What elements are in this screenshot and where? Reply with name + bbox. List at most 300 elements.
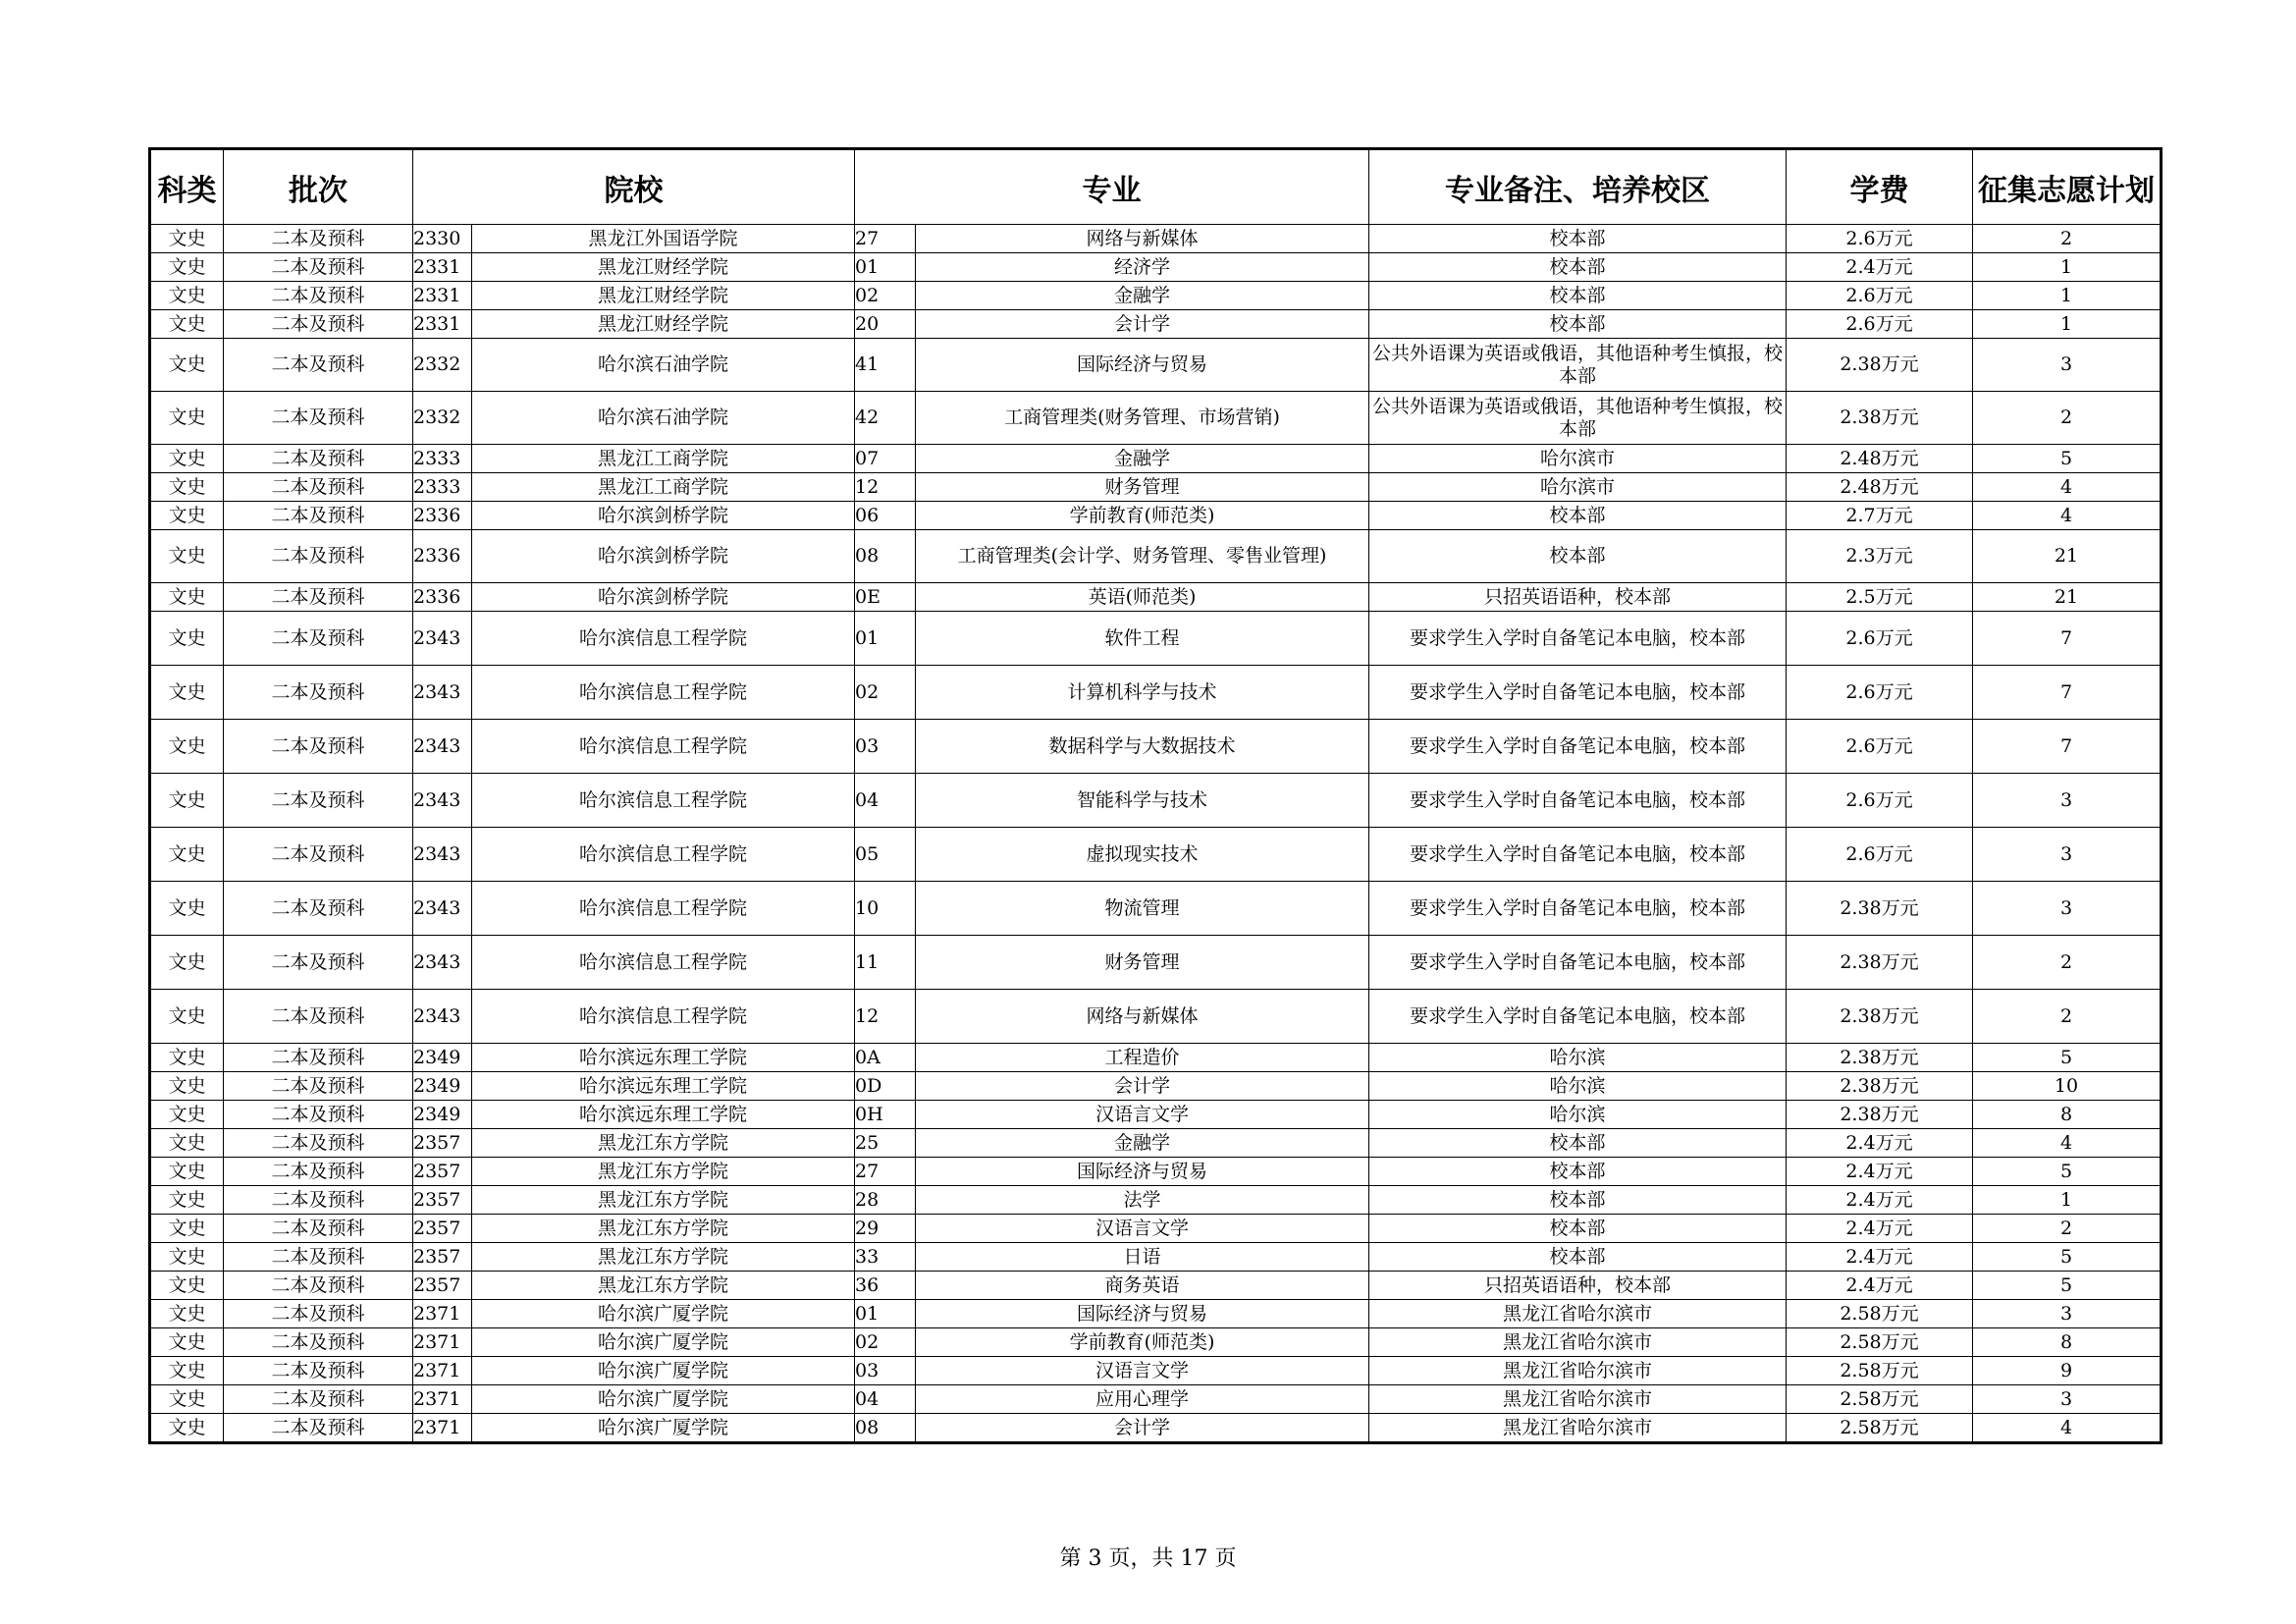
school-code-cell: 2371 [413,1357,472,1385]
remarks-cell: 要求学生入学时自备笔记本电脑，校本部 [1369,774,1787,828]
batch-cell: 二本及预科 [224,1186,413,1215]
major-code-cell: 0D [855,1072,916,1101]
category-cell: 文史 [150,225,224,253]
major-code-cell: 36 [855,1272,916,1300]
school-name-cell: 哈尔滨信息工程学院 [472,666,855,720]
category-cell: 文史 [150,774,224,828]
plan-cell: 2 [1973,936,2162,990]
category-cell: 文史 [150,282,224,310]
school-code-cell: 2331 [413,282,472,310]
header-tuition: 学费 [1787,149,1973,225]
major-code-cell: 12 [855,990,916,1044]
major-code-cell: 25 [855,1129,916,1158]
tuition-cell: 2.38万元 [1787,392,1973,445]
category-cell: 文史 [150,310,224,339]
school-code-cell: 2333 [413,473,472,502]
major-name-cell: 金融学 [916,1129,1369,1158]
major-name-cell: 工商管理类(财务管理、市场营销) [916,392,1369,445]
major-name-cell: 数据科学与大数据技术 [916,720,1369,774]
major-code-cell: 01 [855,1300,916,1328]
category-cell: 文史 [150,583,224,612]
category-cell: 文史 [150,339,224,392]
plan-cell: 3 [1973,1385,2162,1414]
table-row [150,1158,2162,1186]
plan-cell: 4 [1973,1129,2162,1158]
tuition-cell: 2.58万元 [1787,1357,1973,1385]
category-cell: 文史 [150,612,224,666]
batch-cell: 二本及预科 [224,473,413,502]
header-plan: 征集志愿计划 [1973,149,2162,225]
category-cell: 文史 [150,1186,224,1215]
table-row [150,1328,2162,1357]
major-name-cell: 法学 [916,1186,1369,1215]
batch-cell: 二本及预科 [224,936,413,990]
major-code-cell: 06 [855,502,916,530]
plan-cell: 1 [1973,253,2162,282]
school-name-cell: 哈尔滨信息工程学院 [472,828,855,882]
plan-cell: 4 [1973,502,2162,530]
header-batch: 批次 [224,149,413,225]
category-cell: 文史 [150,1357,224,1385]
category-cell: 文史 [150,473,224,502]
table-row [150,1072,2162,1101]
plan-cell: 3 [1973,828,2162,882]
remarks-cell: 校本部 [1369,502,1787,530]
table-row [150,828,2162,882]
category-cell: 文史 [150,530,224,583]
school-code-cell: 2343 [413,990,472,1044]
school-code-cell: 2343 [413,612,472,666]
plan-cell: 5 [1973,1272,2162,1300]
tuition-cell: 2.38万元 [1787,1044,1973,1072]
category-cell: 文史 [150,936,224,990]
batch-cell: 二本及预科 [224,882,413,936]
category-cell: 文史 [150,1272,224,1300]
table-row [150,1129,2162,1158]
major-name-cell: 物流管理 [916,882,1369,936]
remarks-cell: 黑龙江省哈尔滨市 [1369,1414,1787,1443]
batch-cell: 二本及预科 [224,445,413,473]
school-name-cell: 哈尔滨信息工程学院 [472,882,855,936]
category-cell: 文史 [150,253,224,282]
header-major: 专业 [855,149,1369,225]
major-code-cell: 02 [855,282,916,310]
remarks-cell: 黑龙江省哈尔滨市 [1369,1328,1787,1357]
major-name-cell: 汉语言文学 [916,1101,1369,1129]
remarks-cell: 要求学生入学时自备笔记本电脑，校本部 [1369,882,1787,936]
tuition-cell: 2.6万元 [1787,828,1973,882]
tuition-cell: 2.4万元 [1787,1272,1973,1300]
table-row [150,1215,2162,1243]
plan-cell: 7 [1973,720,2162,774]
category-cell: 文史 [150,1044,224,1072]
school-code-cell: 2330 [413,225,472,253]
major-code-cell: 27 [855,1158,916,1186]
plan-cell: 4 [1973,1414,2162,1443]
category-cell: 文史 [150,445,224,473]
remarks-cell: 只招英语语种，校本部 [1369,583,1787,612]
school-name-cell: 黑龙江东方学院 [472,1158,855,1186]
major-name-cell: 国际经济与贸易 [916,1158,1369,1186]
category-cell: 文史 [150,666,224,720]
school-code-cell: 2343 [413,666,472,720]
category-cell: 文史 [150,1129,224,1158]
major-code-cell: 08 [855,530,916,583]
remarks-cell: 哈尔滨 [1369,1044,1787,1072]
tuition-cell: 2.38万元 [1787,1101,1973,1129]
school-name-cell: 哈尔滨远东理工学院 [472,1044,855,1072]
school-code-cell: 2343 [413,936,472,990]
major-code-cell: 07 [855,445,916,473]
table-row [150,225,2162,253]
school-name-cell: 黑龙江工商学院 [472,473,855,502]
remarks-cell: 校本部 [1369,1129,1787,1158]
major-code-cell: 0H [855,1101,916,1129]
table-row [150,253,2162,282]
table-row [150,473,2162,502]
table-row [150,282,2162,310]
batch-cell: 二本及预科 [224,282,413,310]
plan-cell: 3 [1973,774,2162,828]
tuition-cell: 2.38万元 [1787,882,1973,936]
remarks-cell: 校本部 [1369,530,1787,583]
header-remarks: 专业备注、培养校区 [1369,149,1787,225]
school-code-cell: 2357 [413,1215,472,1243]
tuition-cell: 2.7万元 [1787,502,1973,530]
remarks-cell: 黑龙江省哈尔滨市 [1369,1300,1787,1328]
plan-cell: 7 [1973,666,2162,720]
school-code-cell: 2371 [413,1300,472,1328]
major-code-cell: 12 [855,473,916,502]
plan-cell: 2 [1973,990,2162,1044]
school-name-cell: 黑龙江东方学院 [472,1272,855,1300]
school-code-cell: 2349 [413,1072,472,1101]
tuition-cell: 2.38万元 [1787,1072,1973,1101]
batch-cell: 二本及预科 [224,502,413,530]
table-row [150,583,2162,612]
remarks-cell: 要求学生入学时自备笔记本电脑，校本部 [1369,936,1787,990]
school-code-cell: 2336 [413,530,472,583]
plan-cell: 1 [1973,1186,2162,1215]
table-row [150,720,2162,774]
batch-cell: 二本及预科 [224,1101,413,1129]
tuition-cell: 2.4万元 [1787,1129,1973,1158]
batch-cell: 二本及预科 [224,1414,413,1443]
batch-cell: 二本及预科 [224,1158,413,1186]
school-name-cell: 哈尔滨剑桥学院 [472,583,855,612]
table-row [150,445,2162,473]
batch-cell: 二本及预科 [224,392,413,445]
major-code-cell: 0E [855,583,916,612]
major-code-cell: 03 [855,720,916,774]
remarks-cell: 要求学生入学时自备笔记本电脑，校本部 [1369,720,1787,774]
category-cell: 文史 [150,1072,224,1101]
category-cell: 文史 [150,1215,224,1243]
tuition-cell: 2.38万元 [1787,990,1973,1044]
major-name-cell: 会计学 [916,310,1369,339]
batch-cell: 二本及预科 [224,1300,413,1328]
tuition-cell: 2.58万元 [1787,1414,1973,1443]
school-code-cell: 2343 [413,882,472,936]
school-code-cell: 2357 [413,1243,472,1272]
major-name-cell: 会计学 [916,1414,1369,1443]
major-name-cell: 商务英语 [916,1272,1369,1300]
tuition-cell: 2.4万元 [1787,1158,1973,1186]
tuition-cell: 2.58万元 [1787,1385,1973,1414]
category-cell: 文史 [150,1300,224,1328]
table-row [150,339,2162,392]
category-cell: 文史 [150,1414,224,1443]
major-name-cell: 日语 [916,1243,1369,1272]
batch-cell: 二本及预科 [224,530,413,583]
school-code-cell: 2343 [413,828,472,882]
category-cell: 文史 [150,1101,224,1129]
batch-cell: 二本及预科 [224,1044,413,1072]
plan-cell: 9 [1973,1357,2162,1385]
major-name-cell: 网络与新媒体 [916,990,1369,1044]
major-code-cell: 02 [855,1328,916,1357]
tuition-cell: 2.6万元 [1787,774,1973,828]
tuition-cell: 2.6万元 [1787,666,1973,720]
category-cell: 文史 [150,720,224,774]
school-name-cell: 黑龙江东方学院 [472,1243,855,1272]
table-row [150,936,2162,990]
major-name-cell: 学前教育(师范类) [916,1328,1369,1357]
school-code-cell: 2357 [413,1186,472,1215]
plan-cell: 4 [1973,473,2162,502]
school-code-cell: 2336 [413,583,472,612]
school-name-cell: 黑龙江东方学院 [472,1129,855,1158]
major-name-cell: 计算机科学与技术 [916,666,1369,720]
plan-cell: 2 [1973,1215,2162,1243]
major-name-cell: 财务管理 [916,936,1369,990]
batch-cell: 二本及预科 [224,1272,413,1300]
batch-cell: 二本及预科 [224,1243,413,1272]
major-code-cell: 27 [855,225,916,253]
school-name-cell: 哈尔滨远东理工学院 [472,1072,855,1101]
plan-cell: 21 [1973,583,2162,612]
batch-cell: 二本及预科 [224,253,413,282]
remarks-cell: 要求学生入学时自备笔记本电脑，校本部 [1369,828,1787,882]
remarks-cell: 哈尔滨市 [1369,473,1787,502]
remarks-cell: 校本部 [1369,1158,1787,1186]
school-code-cell: 2331 [413,310,472,339]
remarks-cell: 校本部 [1369,1215,1787,1243]
batch-cell: 二本及预科 [224,1215,413,1243]
remarks-cell: 要求学生入学时自备笔记本电脑，校本部 [1369,612,1787,666]
remarks-cell: 公共外语课为英语或俄语，其他语种考生慎报，校本部 [1369,339,1787,392]
batch-cell: 二本及预科 [224,720,413,774]
major-code-cell: 33 [855,1243,916,1272]
batch-cell: 二本及预科 [224,339,413,392]
remarks-cell: 哈尔滨 [1369,1072,1787,1101]
category-cell: 文史 [150,502,224,530]
batch-cell: 二本及预科 [224,990,413,1044]
batch-cell: 二本及预科 [224,1357,413,1385]
major-name-cell: 会计学 [916,1072,1369,1101]
table-row [150,666,2162,720]
remarks-cell: 校本部 [1369,310,1787,339]
remarks-cell: 校本部 [1369,225,1787,253]
plan-cell: 1 [1973,310,2162,339]
batch-cell: 二本及预科 [224,225,413,253]
major-name-cell: 学前教育(师范类) [916,502,1369,530]
school-name-cell: 黑龙江东方学院 [472,1186,855,1215]
table-row [150,310,2162,339]
plan-cell: 7 [1973,612,2162,666]
school-name-cell: 黑龙江财经学院 [472,282,855,310]
school-name-cell: 哈尔滨信息工程学院 [472,612,855,666]
plan-cell: 5 [1973,1243,2162,1272]
tuition-cell: 2.6万元 [1787,225,1973,253]
admissions-table [148,147,2163,1444]
major-code-cell: 10 [855,882,916,936]
header-category: 科类 [150,149,224,225]
remarks-cell: 只招英语语种，校本部 [1369,1272,1787,1300]
category-cell: 文史 [150,1243,224,1272]
major-code-cell: 08 [855,1414,916,1443]
major-name-cell: 虚拟现实技术 [916,828,1369,882]
school-name-cell: 哈尔滨广厦学院 [472,1357,855,1385]
major-name-cell: 软件工程 [916,612,1369,666]
major-name-cell: 国际经济与贸易 [916,339,1369,392]
category-cell: 文史 [150,990,224,1044]
major-code-cell: 04 [855,774,916,828]
school-name-cell: 黑龙江财经学院 [472,253,855,282]
tuition-cell: 2.4万元 [1787,1243,1973,1272]
school-name-cell: 黑龙江东方学院 [472,1215,855,1243]
category-cell: 文史 [150,1158,224,1186]
major-code-cell: 11 [855,936,916,990]
school-code-cell: 2349 [413,1044,472,1072]
school-name-cell: 哈尔滨信息工程学院 [472,720,855,774]
major-code-cell: 01 [855,253,916,282]
tuition-cell: 2.5万元 [1787,583,1973,612]
major-code-cell: 29 [855,1215,916,1243]
school-code-cell: 2357 [413,1272,472,1300]
major-name-cell: 工程造价 [916,1044,1369,1072]
remarks-cell: 校本部 [1369,253,1787,282]
school-name-cell: 哈尔滨石油学院 [472,339,855,392]
school-name-cell: 哈尔滨剑桥学院 [472,502,855,530]
major-name-cell: 金融学 [916,282,1369,310]
school-name-cell: 哈尔滨信息工程学院 [472,990,855,1044]
major-name-cell: 网络与新媒体 [916,225,1369,253]
table-row [150,1357,2162,1385]
table-row [150,990,2162,1044]
remarks-cell: 黑龙江省哈尔滨市 [1369,1357,1787,1385]
remarks-cell: 要求学生入学时自备笔记本电脑，校本部 [1369,990,1787,1044]
plan-cell: 5 [1973,1044,2162,1072]
major-name-cell: 财务管理 [916,473,1369,502]
plan-cell: 3 [1973,339,2162,392]
batch-cell: 二本及预科 [224,1385,413,1414]
school-code-cell: 2343 [413,774,472,828]
plan-cell: 2 [1973,225,2162,253]
category-cell: 文史 [150,392,224,445]
school-code-cell: 2357 [413,1158,472,1186]
major-name-cell: 汉语言文学 [916,1215,1369,1243]
school-name-cell: 哈尔滨信息工程学院 [472,936,855,990]
remarks-cell: 校本部 [1369,1243,1787,1272]
school-code-cell: 2331 [413,253,472,282]
tuition-cell: 2.6万元 [1787,282,1973,310]
page-footer: 第 3 页，共 17 页 [1059,1546,1237,1571]
tuition-cell: 2.6万元 [1787,720,1973,774]
category-cell: 文史 [150,882,224,936]
tuition-cell: 2.58万元 [1787,1328,1973,1357]
major-code-cell: 03 [855,1357,916,1385]
tuition-cell: 2.48万元 [1787,445,1973,473]
tuition-cell: 2.4万元 [1787,1186,1973,1215]
major-name-cell: 国际经济与贸易 [916,1300,1369,1328]
plan-cell: 8 [1973,1328,2162,1357]
major-name-cell: 经济学 [916,253,1369,282]
plan-cell: 5 [1973,1158,2162,1186]
batch-cell: 二本及预科 [224,583,413,612]
batch-cell: 二本及预科 [224,666,413,720]
batch-cell: 二本及预科 [224,774,413,828]
tuition-cell: 2.58万元 [1787,1300,1973,1328]
table-row [150,1101,2162,1129]
tuition-cell: 2.48万元 [1787,473,1973,502]
major-code-cell: 28 [855,1186,916,1215]
remarks-cell: 哈尔滨 [1369,1101,1787,1129]
plan-cell: 3 [1973,1300,2162,1328]
batch-cell: 二本及预科 [224,1328,413,1357]
major-code-cell: 02 [855,666,916,720]
school-name-cell: 哈尔滨广厦学院 [472,1300,855,1328]
major-code-cell: 41 [855,339,916,392]
school-name-cell: 黑龙江财经学院 [472,310,855,339]
batch-cell: 二本及预科 [224,612,413,666]
table-row [150,1385,2162,1414]
school-name-cell: 哈尔滨广厦学院 [472,1385,855,1414]
plan-cell: 10 [1973,1072,2162,1101]
tuition-cell: 2.4万元 [1787,253,1973,282]
remarks-cell: 校本部 [1369,1186,1787,1215]
remarks-cell: 校本部 [1369,282,1787,310]
school-name-cell: 哈尔滨远东理工学院 [472,1101,855,1129]
school-code-cell: 2332 [413,339,472,392]
school-name-cell: 哈尔滨石油学院 [472,392,855,445]
school-name-cell: 哈尔滨广厦学院 [472,1328,855,1357]
major-name-cell: 金融学 [916,445,1369,473]
batch-cell: 二本及预科 [224,1072,413,1101]
tuition-cell: 2.4万元 [1787,1215,1973,1243]
school-name-cell: 哈尔滨剑桥学院 [472,530,855,583]
category-cell: 文史 [150,1328,224,1357]
school-name-cell: 哈尔滨信息工程学院 [472,774,855,828]
batch-cell: 二本及预科 [224,1129,413,1158]
remarks-cell: 黑龙江省哈尔滨市 [1369,1385,1787,1414]
table-row [150,1414,2162,1443]
plan-cell: 8 [1973,1101,2162,1129]
table-row [150,1243,2162,1272]
header-row [150,149,2162,225]
major-code-cell: 05 [855,828,916,882]
category-cell: 文史 [150,828,224,882]
table-row [150,612,2162,666]
tuition-cell: 2.3万元 [1787,530,1973,583]
school-code-cell: 2343 [413,720,472,774]
table-row [150,502,2162,530]
plan-cell: 3 [1973,882,2162,936]
remarks-cell: 公共外语课为英语或俄语，其他语种考生慎报，校本部 [1369,392,1787,445]
remarks-cell: 要求学生入学时自备笔记本电脑，校本部 [1369,666,1787,720]
table-body [150,225,2162,1443]
major-code-cell: 04 [855,1385,916,1414]
